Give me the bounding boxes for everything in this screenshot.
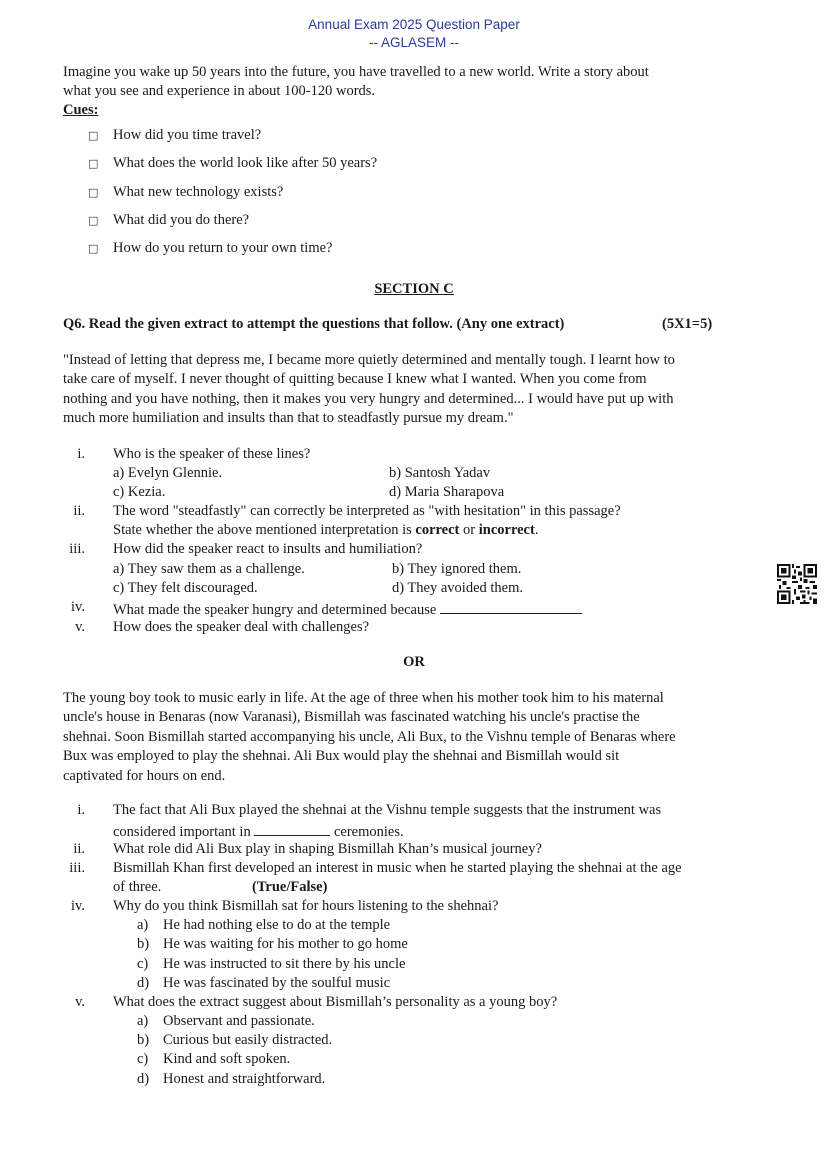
question-number: iii. bbox=[69, 860, 85, 876]
true-false-label: (True/False) bbox=[252, 879, 328, 895]
qr-code-icon bbox=[777, 564, 817, 604]
text-span: ceremonies. bbox=[330, 824, 404, 840]
question-text bbox=[113, 599, 582, 619]
question-number: ii. bbox=[73, 841, 85, 857]
q6-marks: (5X1=5) bbox=[662, 316, 713, 332]
option-label: c) bbox=[137, 956, 149, 972]
extract-line: "Instead of letting that depress me, I became more quietly determined and mentally tough. I learnt how to bbox=[63, 352, 675, 368]
option-text: He had nothing else to do at the temple bbox=[163, 917, 391, 933]
extract-2 bbox=[63, 689, 769, 786]
question-number: i. bbox=[77, 802, 85, 818]
option-label: b) bbox=[137, 936, 150, 952]
cue-text: What new technology exists? bbox=[113, 184, 284, 200]
question-number: iii. bbox=[69, 541, 85, 557]
bullet-icon: □ bbox=[88, 186, 99, 199]
cue-item bbox=[88, 240, 332, 257]
text-span: State whether the above mentioned interpretation is bbox=[113, 522, 416, 538]
option-c: c) They felt discouraged. bbox=[113, 580, 258, 596]
story-prompt-line-2: what you see and experience in about 100-120 words. bbox=[63, 83, 376, 99]
extract-line: uncle's house in Benaras (now Varanasi), Bismillah was fascinated watching his uncle's practise the bbox=[63, 709, 640, 726]
option-d: d) They avoided them. bbox=[392, 580, 524, 596]
extract-line: much more humiliation and insults than that to steadfastly pursue my dream." bbox=[63, 410, 514, 427]
extract-1 bbox=[63, 351, 769, 429]
option-label: c) bbox=[137, 1051, 149, 1067]
question-text: What does the extract suggest about Bismillah’s personality as a young boy? bbox=[113, 994, 558, 1010]
option-c: c) Kezia. bbox=[113, 484, 166, 500]
option-label: d) bbox=[137, 975, 150, 991]
option-label: a) bbox=[137, 1013, 149, 1029]
option-a: a) They saw them as a challenge. bbox=[113, 561, 305, 577]
question-text-line-2 bbox=[113, 821, 404, 841]
question-number: iv. bbox=[71, 898, 85, 914]
cues-label: Cues: bbox=[63, 102, 99, 118]
text-span: or bbox=[459, 522, 479, 538]
extract-line: captivated for hours on end. bbox=[63, 767, 226, 784]
question-text: What role did Ali Bux play in shaping Bismillah Khan’s musical journey? bbox=[113, 841, 542, 857]
incorrect-word: incorrect bbox=[478, 522, 535, 538]
question-text-line-2 bbox=[113, 522, 538, 539]
option-text: He was waiting for his mother to go home bbox=[163, 936, 408, 952]
question-text: Bismillah Khan first developed an interest in music when he started playing the shehnai at the age bbox=[113, 860, 682, 876]
option-label: d) bbox=[137, 1071, 150, 1087]
extract-line: Bux was employed to play the shehnai. Ali Bux would play the shehnai and Bismillah would sit bbox=[63, 748, 620, 765]
option-text: He was instructed to sit there by his uncle bbox=[163, 956, 406, 972]
question-text: Why do you think Bismillah sat for hours listening to the shehnai? bbox=[113, 898, 499, 914]
bullet-icon: □ bbox=[88, 214, 99, 227]
question-text: How did the speaker react to insults and humiliation? bbox=[113, 541, 423, 557]
question-text: How does the speaker deal with challenges? bbox=[113, 619, 370, 635]
header-title: Annual Exam 2025 Question Paper bbox=[308, 17, 520, 32]
cue-text: What does the world look like after 50 years? bbox=[113, 155, 378, 171]
bullet-icon: □ bbox=[88, 242, 99, 255]
question-number: ii. bbox=[73, 503, 85, 519]
cue-item bbox=[88, 155, 377, 172]
cue-text: How do you return to your own time? bbox=[113, 240, 333, 256]
cue-text: What did you do there? bbox=[113, 212, 250, 228]
story-prompt-line-1: Imagine you wake up 50 years into the future, you have travelled to a new world. Write a story about bbox=[63, 64, 649, 80]
text-span: What made the speaker hungry and determined because bbox=[113, 602, 437, 618]
option-label: b) bbox=[137, 1032, 150, 1048]
option-b: b) Santosh Yadav bbox=[389, 465, 491, 481]
correct-word: correct bbox=[415, 522, 460, 538]
question-number: v. bbox=[75, 619, 85, 635]
text-span: . bbox=[534, 522, 539, 538]
question-number: i. bbox=[77, 446, 85, 462]
bullet-icon: □ bbox=[88, 157, 99, 170]
option-text: Curious but easily distracted. bbox=[163, 1032, 333, 1048]
cue-text: How did you time travel? bbox=[113, 127, 262, 143]
cue-item bbox=[88, 127, 261, 144]
extract-line: The young boy took to music early in life. At the age of three when his mother took him to his maternal bbox=[63, 690, 664, 706]
extract-line: nothing and you have nothing, then it makes you very hungry and determined... I would have put up with bbox=[63, 390, 674, 407]
text-span: considered important in bbox=[113, 824, 255, 840]
option-text: He was fascinated by the soulful music bbox=[163, 975, 391, 991]
section-title: SECTION C bbox=[374, 281, 454, 297]
or-divider: OR bbox=[403, 654, 425, 670]
question-number: iv. bbox=[71, 599, 85, 615]
cue-item bbox=[88, 184, 283, 201]
option-b: b) They ignored them. bbox=[392, 561, 522, 577]
question-text: Who is the speaker of these lines? bbox=[113, 446, 311, 462]
option-label: a) bbox=[137, 917, 149, 933]
header-source: -- AGLASEM -- bbox=[368, 35, 459, 50]
cue-item bbox=[88, 212, 249, 229]
extract-line: take care of myself. I never thought of quitting because I knew what I wanted. When you come from bbox=[63, 371, 647, 388]
option-text: Kind and soft spoken. bbox=[163, 1051, 291, 1067]
question-text: The fact that Ali Bux played the shehnai at the Vishnu temple suggests that the instrument was bbox=[113, 802, 662, 818]
option-a: a) Evelyn Glennie. bbox=[113, 465, 223, 481]
extract-line: shehnai. Soon Bismillah started accompanying his uncle, Ali Bux, to the Vishnu temple of Benaras where bbox=[63, 728, 676, 745]
question-number: v. bbox=[75, 994, 85, 1010]
option-text: Honest and straightforward. bbox=[163, 1071, 326, 1087]
bullet-icon: □ bbox=[88, 129, 99, 142]
q6-heading: Q6. Read the given extract to attempt the questions that follow. (Any one extract) bbox=[63, 316, 565, 332]
answer-blank[interactable] bbox=[440, 599, 582, 614]
option-text: Observant and passionate. bbox=[163, 1013, 315, 1029]
question-text-line-2: of three. bbox=[113, 879, 162, 895]
question-text: The word "steadfastly" can correctly be interpreted as "with hesitation" in this passage? bbox=[113, 503, 621, 519]
option-d: d) Maria Sharapova bbox=[389, 484, 505, 500]
answer-blank[interactable] bbox=[254, 821, 330, 836]
